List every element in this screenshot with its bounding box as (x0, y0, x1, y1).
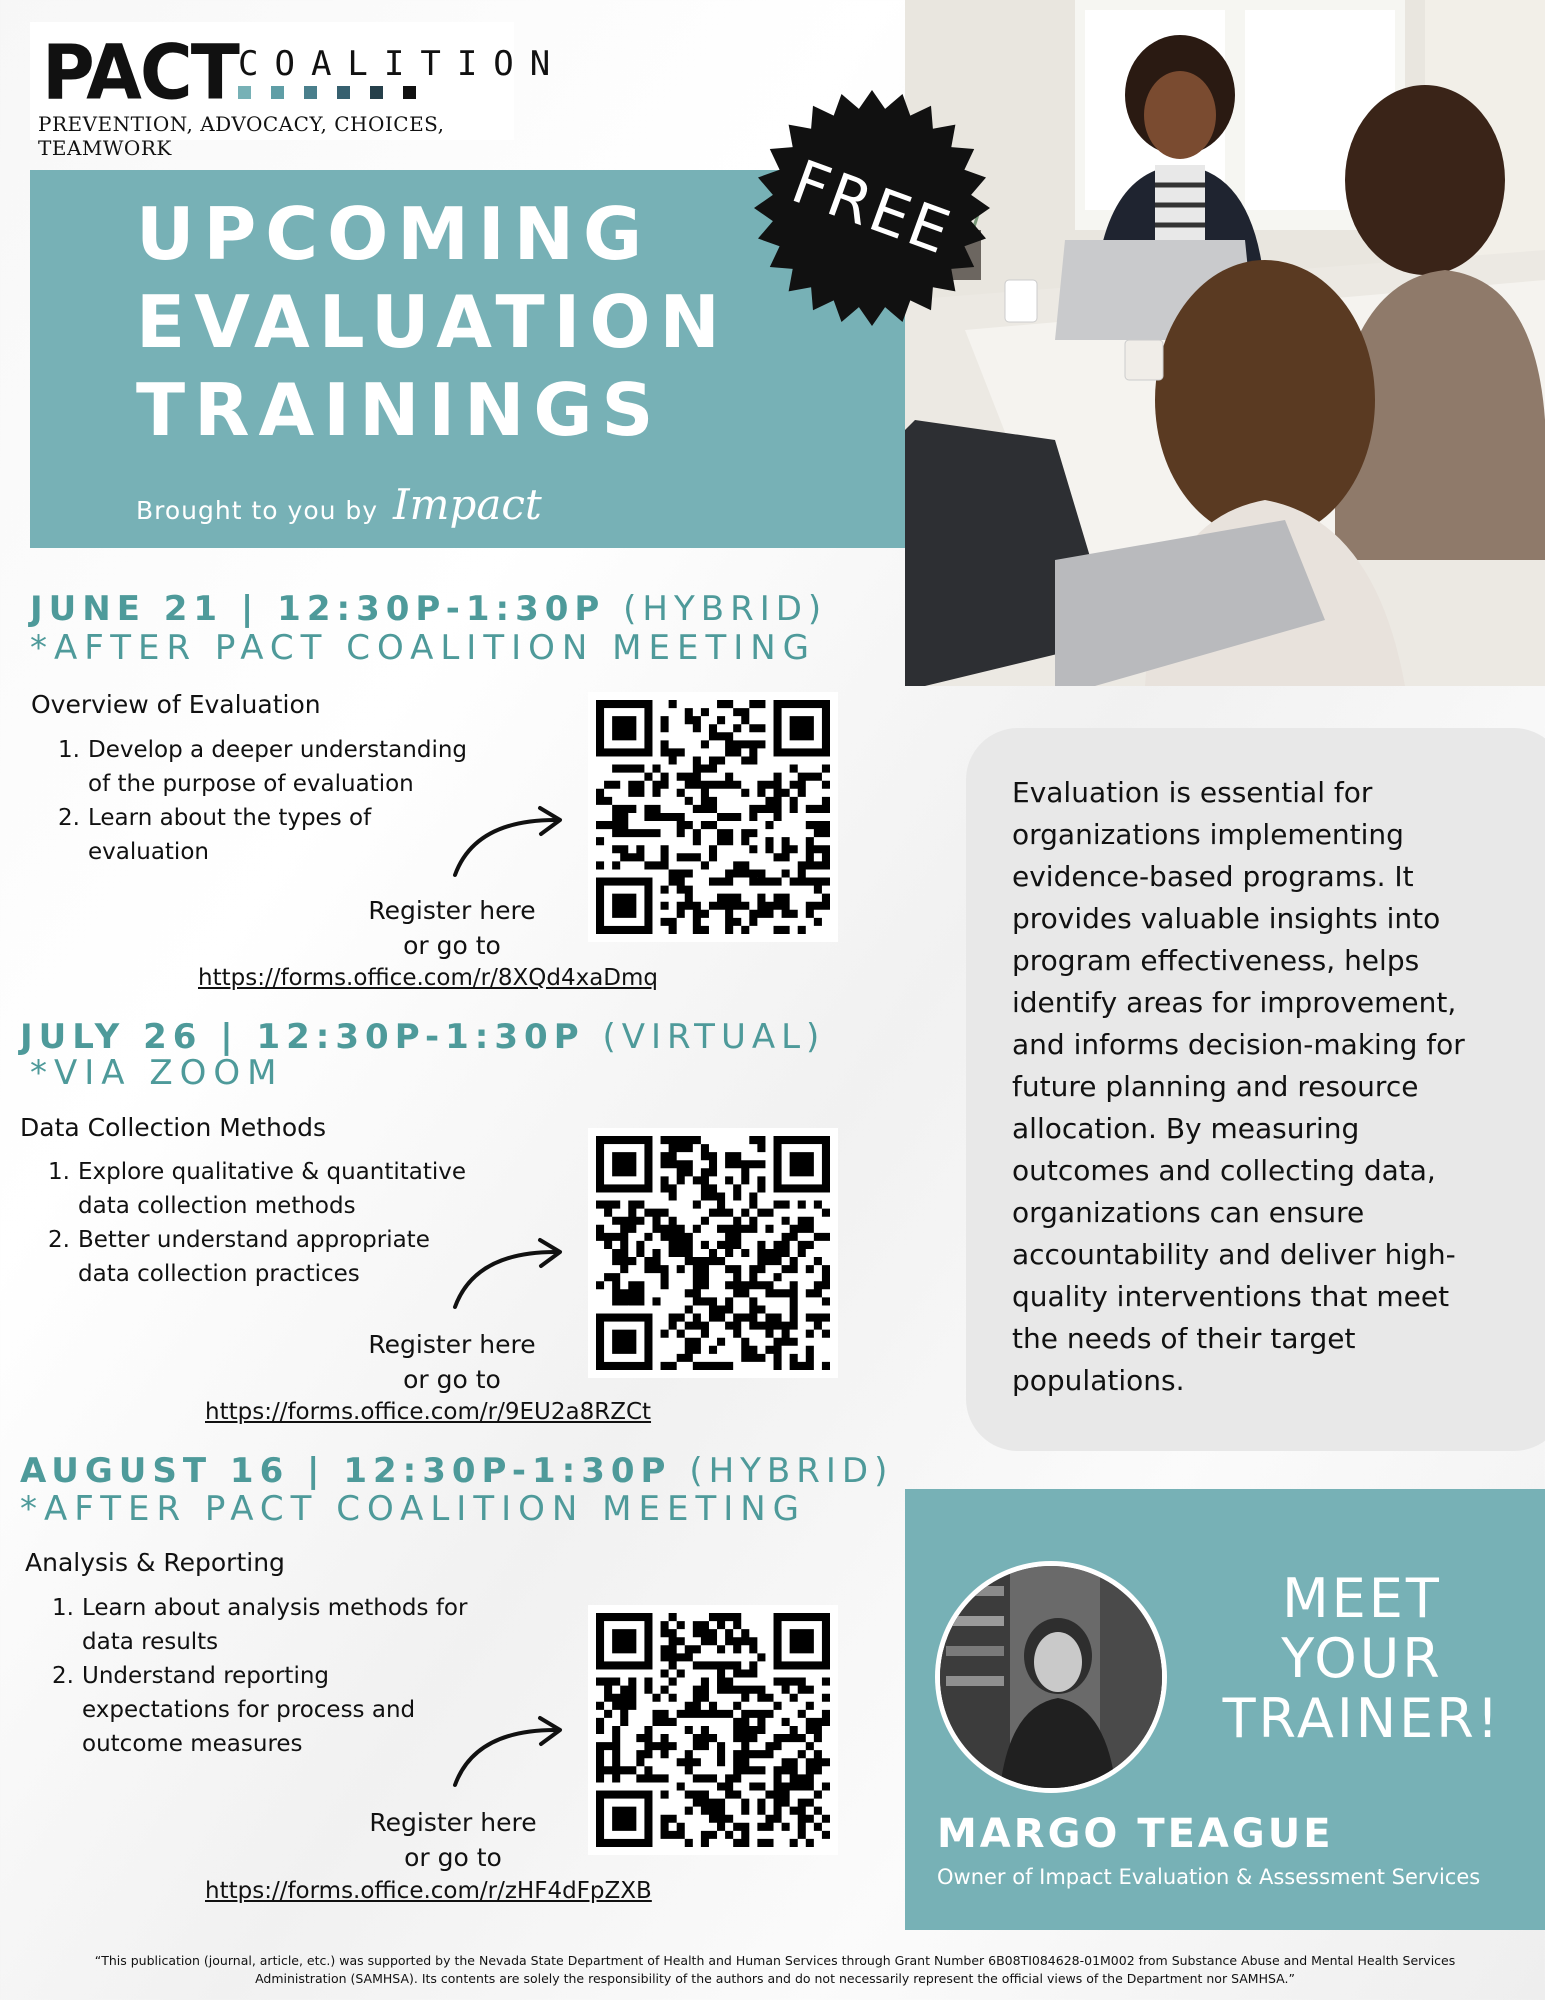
free-badge-text: FREE (782, 147, 962, 269)
session-mode: (HYBRID) (623, 589, 828, 629)
trainer-photo (940, 1566, 1162, 1788)
logo-square (337, 86, 350, 99)
register-label: Register here (369, 1808, 537, 1837)
meeting-photo-illustration (905, 0, 1545, 686)
evaluation-info-box (966, 728, 1545, 1451)
item-text: Learn about the types of (88, 805, 372, 831)
evaluation-description (1012, 772, 1522, 1402)
description-line: allocation. By measuring (1012, 1112, 1360, 1145)
logo-squares (238, 86, 416, 99)
meeting-photo (905, 0, 1545, 686)
session-date: AUGUST 16 | 12:30P-1:30P (20, 1451, 672, 1491)
session-3-note: *AFTER PACT COALITION MEETING (20, 1489, 807, 1529)
session-2-qr-code[interactable] (588, 1128, 838, 1378)
description-line: outcomes and collecting data, (1012, 1154, 1436, 1187)
session-2-url[interactable]: https://forms.office.com/r/9EU2a8RZCt (205, 1399, 652, 1425)
arrow-icon (445, 1232, 575, 1312)
item-text: Better understand appropriate (78, 1227, 430, 1253)
arrow-icon (445, 800, 575, 880)
item-number: 1. (52, 1595, 74, 1621)
session-3-register (353, 1805, 553, 1875)
brought-by-label: Brought to you by (136, 496, 379, 525)
pact-coalition-logo (30, 22, 567, 160)
description-line: accountability and deliver high- (1012, 1238, 1456, 1271)
title-line: TRAININGS (136, 368, 663, 452)
item-text: expectations for process and (82, 1697, 416, 1723)
logo-square (403, 86, 416, 99)
description-line: the needs of their target (1012, 1322, 1356, 1355)
list-item (48, 1223, 466, 1291)
session-date: JUNE 21 | 12:30P-1:30P (30, 589, 606, 629)
title-line: UPCOMING (136, 192, 652, 276)
qr-code-icon (588, 1128, 838, 1378)
item-text: of the purpose of evaluation (88, 771, 414, 797)
meet-your-trainer-heading (1197, 1569, 1527, 1749)
trainer-card (905, 1489, 1545, 1930)
avatar (935, 1561, 1167, 1793)
list-item (52, 1659, 467, 1761)
logo-square (271, 86, 284, 99)
impact-brand: Impact (393, 480, 542, 529)
item-text: outcome measures (82, 1731, 303, 1757)
register-label: Register here (368, 896, 536, 925)
description-line: evidence-based programs. It (1012, 860, 1414, 893)
session-1-register (352, 893, 552, 963)
item-text: data collection methods (78, 1193, 356, 1219)
session-3-date (20, 1452, 893, 1490)
logo-tagline: PREVENTION, ADVOCACY, CHOICES, TEAMWORK (38, 112, 445, 160)
logo-wordmark: PACT (42, 27, 238, 117)
session-1-objectives (58, 733, 468, 869)
brought-by (136, 480, 542, 529)
session-2-title: Data Collection Methods (20, 1113, 327, 1142)
item-number: 2. (52, 1663, 74, 1689)
item-number: 1. (48, 1159, 70, 1185)
meet-line: TRAINER! (1222, 1687, 1502, 1750)
description-line: identify areas for improvement, (1012, 986, 1457, 1019)
logo-square (370, 86, 383, 99)
description-line: organizations can ensure (1012, 1196, 1365, 1229)
list-item (52, 1591, 468, 1659)
item-number: 2. (58, 805, 80, 831)
grant-disclaimer (40, 1952, 1510, 1988)
description-line: populations. (1012, 1364, 1185, 1397)
register-label: Register here (368, 1330, 536, 1359)
trainer-role: Owner of Impact Evaluation & Assessment Services (937, 1865, 1481, 1889)
title-line: EVALUATION (136, 280, 729, 364)
item-number: 1. (58, 737, 80, 763)
list-item (48, 1155, 467, 1223)
logo-square (304, 86, 317, 99)
disclaimer-line: “This publication (journal, article, etc.) was supported by the Nevada State Department of Health and Human Services through Grant Number 6B08TI084628-01M002 from Substance Abuse and Mental Health Services (94, 1953, 1456, 1968)
session-mode: (HYBRID) (689, 1451, 894, 1491)
description-line: provides valuable insights into (1012, 902, 1441, 935)
meet-line: YOUR (1281, 1627, 1443, 1690)
list-item (58, 733, 468, 801)
description-line: program effectiveness, helps (1012, 944, 1420, 977)
session-1-note: *AFTER PACT COALITION MEETING (30, 628, 817, 668)
session-1-title: Overview of Evaluation (31, 690, 321, 719)
session-2-objectives (48, 1155, 467, 1291)
item-text: Develop a deeper understanding (88, 737, 468, 763)
disclaimer-line: Administration (SAMHSA). Its contents are solely the responsibility of the authors and do not necessarily represent the official views of the Department nor SAMHSA.” (255, 1971, 1295, 1986)
go-to-label: or go to (403, 931, 501, 960)
description-line: Evaluation is essential for (1012, 776, 1373, 809)
arrow-icon (445, 1710, 575, 1790)
session-3-qr-code[interactable] (588, 1605, 838, 1855)
go-to-label: or go to (403, 1365, 501, 1394)
description-line: organizations implementing (1012, 818, 1404, 851)
go-to-label: or go to (404, 1843, 502, 1872)
item-text: Understand reporting (82, 1663, 330, 1689)
session-2-register (352, 1327, 552, 1397)
page-title (136, 190, 729, 454)
session-2-note: *VIA ZOOM (30, 1053, 284, 1093)
item-text: data results (82, 1629, 219, 1655)
session-1-qr-code[interactable] (588, 692, 838, 942)
session-1-url[interactable]: https://forms.office.com/r/8XQd4xaDmq (198, 965, 658, 991)
list-item (58, 801, 467, 869)
item-text: Explore qualitative & quantitative (78, 1159, 467, 1185)
logo-square (238, 86, 251, 99)
qr-code-icon (588, 1605, 838, 1855)
item-number: 2. (48, 1227, 70, 1253)
session-3-title: Analysis & Reporting (25, 1548, 285, 1577)
session-mode: (VIRTUAL) (602, 1017, 826, 1057)
free-badge (752, 88, 992, 328)
item-text: Learn about analysis methods for (82, 1595, 468, 1621)
description-line: and informs decision-making for (1012, 1028, 1465, 1061)
description-line: quality interventions that meet (1012, 1280, 1450, 1313)
item-text: evaluation (88, 839, 209, 865)
session-3-url[interactable]: https://forms.office.com/r/zHF4dFpZXB (205, 1878, 652, 1904)
session-date: JULY 26 | 12:30P-1:30P (20, 1017, 585, 1057)
description-line: future planning and resource (1012, 1070, 1419, 1103)
qr-code-icon (588, 692, 838, 942)
session-1-date (30, 590, 827, 628)
session-3-objectives (52, 1591, 468, 1761)
session-2-date (20, 1018, 825, 1056)
trainer-name: MARGO TEAGUE (937, 1811, 1334, 1857)
item-text: data collection practices (78, 1261, 360, 1287)
meet-line: MEET (1282, 1567, 1442, 1630)
logo-subword: COALITION (238, 44, 567, 84)
